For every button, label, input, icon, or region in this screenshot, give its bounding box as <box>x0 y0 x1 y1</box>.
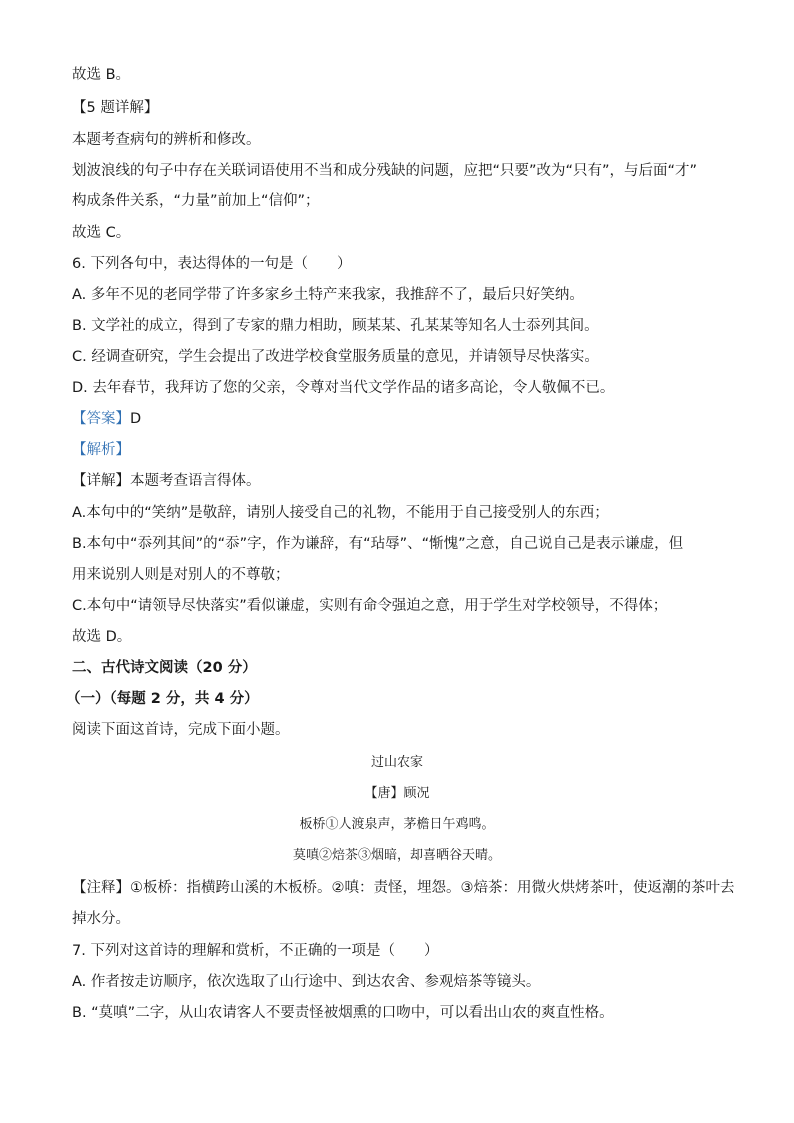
question-7-stem: 7. 下列对这首诗的理解和赏析，不正确的一项是（ ） <box>72 943 439 959</box>
question-7-option-a: A. 作者按走访顺序，依次选取了山行途中、到达农舍、参观焙茶等镜头。 <box>72 974 541 990</box>
question-6-option-d: D. 去年春节，我拜访了您的父亲，令尊对当代文学作品的诸多高论，令人敬佩不已。 <box>72 380 615 396</box>
q5-explanation-line1: 划波浪线的句子中存在关联词语使用不当和成分残缺的问题，应把“只要”改为“只有”，与后面“才” <box>72 163 698 179</box>
conclusion-4: 故选 B。 <box>72 67 131 83</box>
analysis-label: 【解析】 <box>72 442 130 458</box>
question-6-option-c: C. 经调查研究，学生会提出了改进学校食堂服务质量的意见，并请领导尽快落实。 <box>72 349 599 365</box>
question-7-option-b: B. “莫嗔”二字，从山农请客人不要责怪被烟熏的口吻中，可以看出山农的爽直性格。 <box>72 1005 614 1021</box>
poem-line-2: 莫嗔②焙茶③烟暗，却喜晒谷天晴。 <box>292 848 501 863</box>
question-6-stem: 6. 下列各句中，表达得体的一句是（ ） <box>72 256 352 272</box>
detail-label: 【详解】 <box>72 473 130 489</box>
explanation-b-line2: 用来说别人则是对别人的不尊敬； <box>72 567 290 583</box>
conclusion-6: 故选 D。 <box>72 629 132 645</box>
explanation-b-line1: B.本句中“忝列其间”的“忝”字，作为谦辞，有“玷辱”、“惭愧”之意，自己说自己是表示谦虚，但 <box>72 536 684 552</box>
poem-title: 过山农家 <box>370 755 423 770</box>
question-6-option-a: A. 多年不见的老同学带了许多家乡土特产来我家，我推辞不了，最后只好笑纳。 <box>72 287 584 303</box>
conclusion-5: 故选 C。 <box>72 225 131 241</box>
answer-value: D <box>130 411 142 427</box>
detail-row <box>72 471 734 491</box>
section-2-heading: 二、古代诗文阅读（20 分） <box>72 660 257 676</box>
explanation-c: C.本句中“请领导尽快落实”看似谦虚，实则有命令强迫之意，用于学生对学校领导，不得体； <box>72 598 668 614</box>
section-2-subheading: （一）（每题 2 分，共 4 分） <box>66 691 259 707</box>
answer-label: 【答案】 <box>72 411 130 427</box>
answer-row <box>72 409 734 429</box>
poem-line-1: 板桥①人渡泉声，茅檐日午鸡鸣。 <box>299 817 495 832</box>
q5-detail-heading: 【5 题详解】 <box>72 100 159 116</box>
question-6-option-b: B. 文学社的成立，得到了专家的鼎力相助，顾某某、孔某某等知名人士忝列其间。 <box>72 318 599 334</box>
poem-notes-line1: 【注释】①板桥：指横跨山溪的木板桥。②嗔：责怪，埋怨。③焙茶：用微火烘烤茶叶，使返潮的茶叶去 <box>72 880 735 896</box>
q5-topic: 本题考查病句的辨析和修改。 <box>72 132 261 148</box>
poem-notes-line2: 掉水分。 <box>72 911 130 927</box>
q5-explanation-line2: 构成条件关系，“力量”前加上“信仰”； <box>72 193 320 209</box>
poem-author: 【唐】顾况 <box>364 786 430 801</box>
reading-instruction: 阅读下面这首诗，完成下面小题。 <box>72 722 290 738</box>
explanation-a: A.本句中的“笑纳”是敬辞，请别人接受自己的礼物，不能用于自己接受别人的东西； <box>72 505 609 521</box>
detail-text: 本题考查语言得体。 <box>130 473 261 489</box>
